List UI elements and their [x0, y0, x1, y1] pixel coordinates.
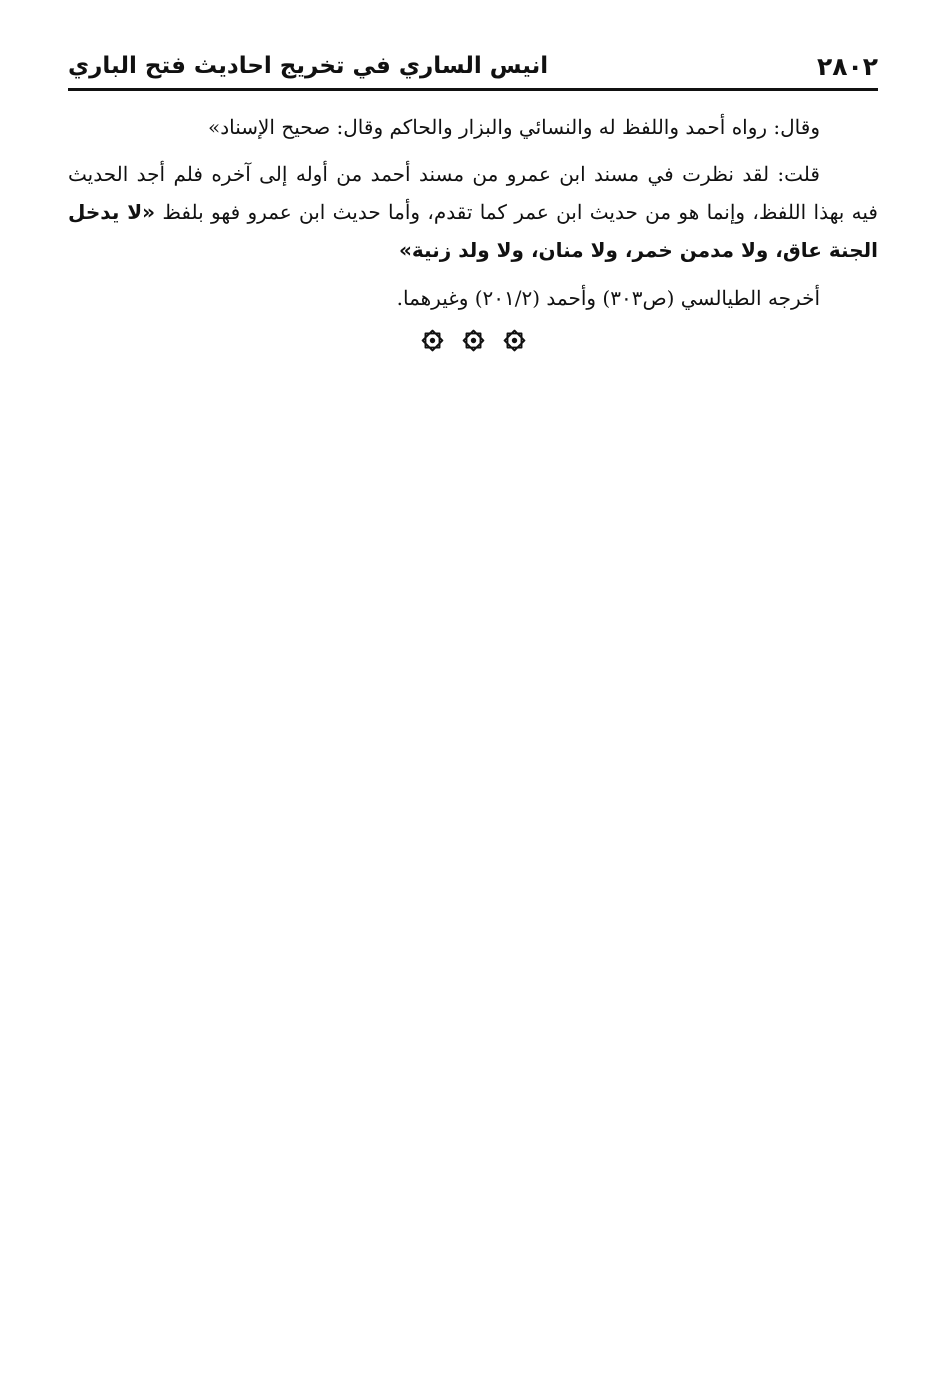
page-header	[68, 44, 878, 88]
paragraph-narration: وقال: رواه أحمد واللفظ له والنسائي والبزار والحاكم وقال: صحيح الإسناد»	[207, 115, 820, 139]
eight-pointed-star-icon	[460, 327, 487, 354]
section-ornaments	[68, 327, 878, 354]
header-rule	[68, 88, 878, 91]
eight-pointed-star-icon	[501, 327, 528, 354]
book-title: انيس الساري في تخريج احاديث فتح الباري	[68, 53, 549, 79]
paragraph-analysis	[68, 155, 878, 269]
eight-pointed-star-icon	[419, 327, 446, 354]
paragraph-source: أخرجه الطيالسي (ص٣٠٣) وأحمد (٢٠١/٢) وغيرهما.	[396, 286, 820, 310]
main-content	[68, 108, 878, 354]
hadith-quote: «لا يدخل الجنة عاق، ولا مدمن خمر، ولا منان، ولا ولد زنية»	[68, 200, 878, 262]
page-number: ٢٨٠٢	[816, 51, 878, 81]
analysis-text: قلت: لقد نظرت في مسند ابن عمرو من مسند أحمد من أوله إلى آخره فلم أجد الحديث فيه بهذا اللفظ، وإنما هو من حديث ابن عمر كما تقدم، وأما حديث ابن عمرو فهو بلفظ	[68, 162, 878, 224]
